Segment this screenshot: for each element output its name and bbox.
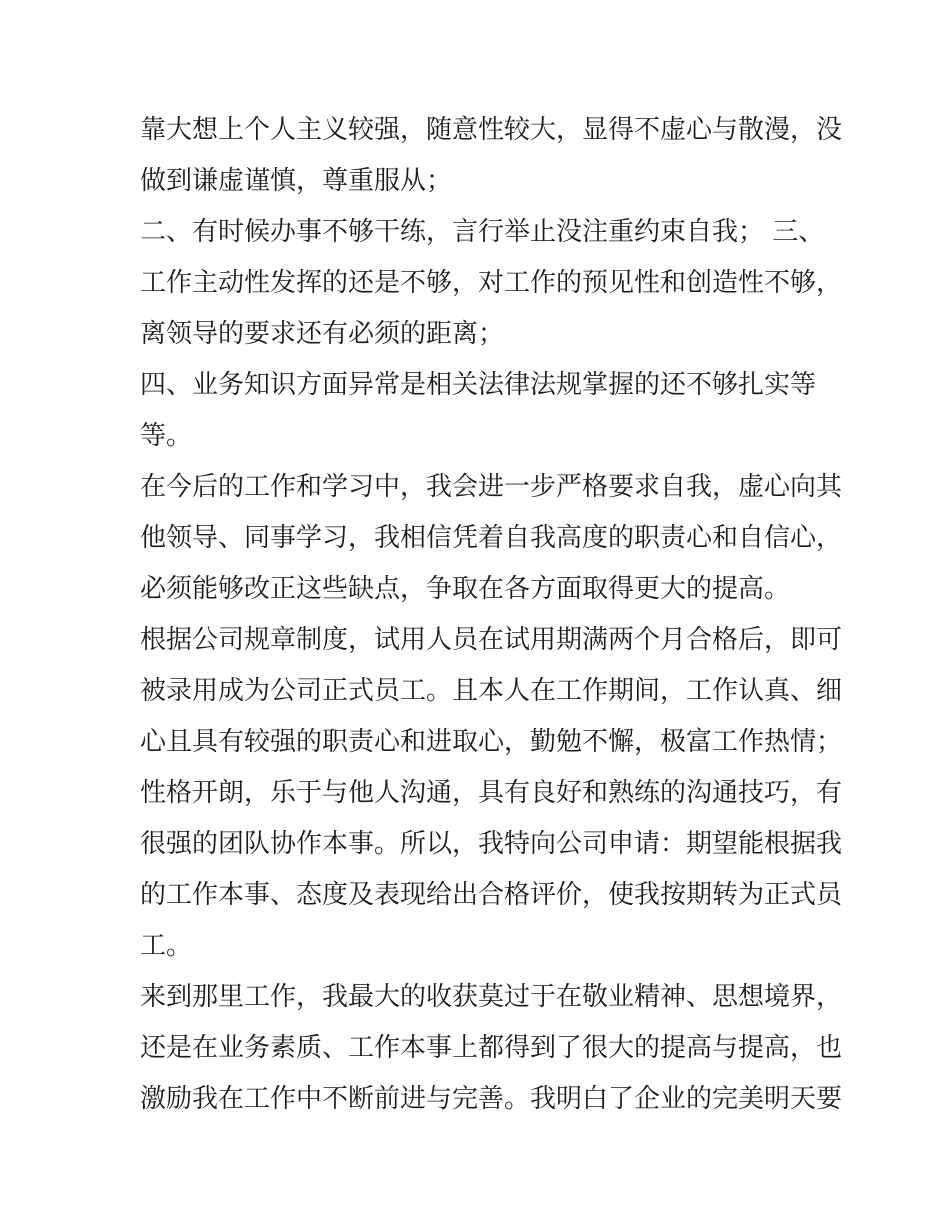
text-line: 他领导、同事学习，我相信凭着自我高度的职责心和自信心，: [140, 523, 843, 553]
text-line: 必须能够改正这些缺点，争取在各方面取得更大的提高。: [140, 574, 791, 604]
text-line: 的工作本事、态度及表现给出合格评价，使我按期转为正式员: [140, 880, 843, 910]
document-body: [140, 105, 843, 1125]
text-line: 工。: [140, 931, 193, 961]
text-line: 来到那里工作，我最大的收获莫过于在敬业精神、思想境界，: [140, 982, 843, 1012]
text-line: 在今后的工作和学习中，我会进一步严格要求自我，虚心向其: [140, 472, 843, 502]
text-line: 离领导的要求还有必须的距离；: [140, 319, 505, 349]
text-line: 还是在业务素质、工作本事上都得到了很大的提高与提高，也: [140, 1033, 843, 1063]
text-line: 被录用成为公司正式员工。且本人在工作期间，工作认真、细: [140, 676, 843, 706]
text-line: 心且具有较强的职责心和进取心，勤勉不懈，极富工作热情；: [140, 727, 843, 757]
text-line: 四、业务知识方面异常是相关法律法规掌握的还不够扎实等: [140, 370, 817, 400]
text-line: 性格开朗，乐于与他人沟通，具有良好和熟练的沟通技巧，有: [140, 778, 843, 808]
text-line: 等。: [140, 421, 193, 451]
text-line: 靠大想上个人主义较强，随意性较大，显得不虚心与散漫，没: [140, 115, 843, 145]
text-line: 二、有时候办事不够干练，言行举止没注重约束自我； 三、: [140, 217, 825, 247]
text-line: 根据公司规章制度，试用人员在试用期满两个月合格后，即可: [140, 625, 843, 655]
text-line: 很强的团队协作本事。所以，我特向公司申请：期望能根据我: [140, 829, 843, 859]
text-line: 工作主动性发挥的还是不够，对工作的预见性和创造性不够，: [140, 268, 843, 298]
text-line: 激励我在工作中不断前进与完善。我明白了企业的完美明天要: [140, 1084, 843, 1114]
text-line: 做到谦虚谨慎，尊重服从；: [140, 166, 453, 196]
